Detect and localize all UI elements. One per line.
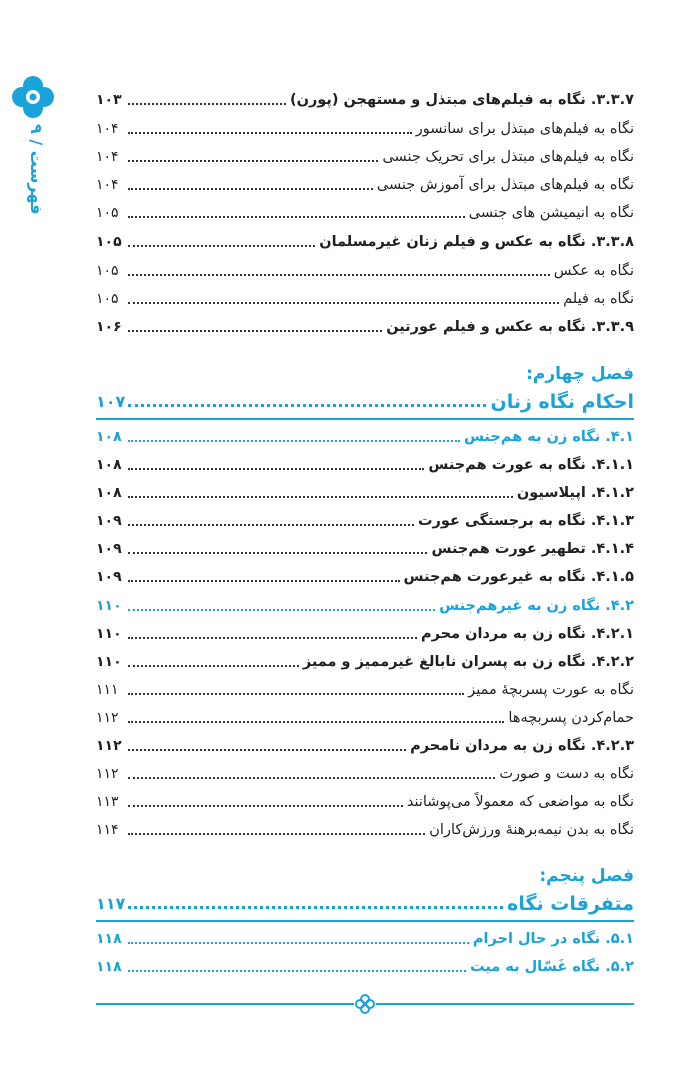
- dot-leader: [128, 832, 425, 835]
- toc-title: ۴.۱.۲. اپیلاسیون: [516, 485, 634, 501]
- toc-entry[interactable]: [96, 563, 634, 587]
- toc-page-number: ۱۱۸: [96, 931, 122, 947]
- toc-title: نگاه به فیلم‌های مبتذل برای آموزش جنسی: [376, 177, 634, 193]
- toc-entry[interactable]: [96, 732, 634, 756]
- toc-entry[interactable]: [96, 676, 634, 700]
- dot-leader: [128, 467, 424, 470]
- toc-title: ۴.۲.۳. نگاه زن به مردان نامحرم: [410, 738, 634, 754]
- dot-leader: [128, 636, 417, 639]
- toc-entry[interactable]: [96, 890, 634, 914]
- dot-leader: [128, 273, 550, 276]
- toc-title: ۴.۱.۴. تطهیر عورت هم‌جنس: [431, 541, 634, 557]
- toc-title: نگاه به فیلم‌های مبتذل برای سانسور: [415, 121, 634, 137]
- dot-leader: [128, 131, 412, 134]
- toc-entry[interactable]: [96, 285, 634, 309]
- dot-leader: [128, 804, 403, 807]
- dot-leader: [128, 523, 414, 526]
- dot-leader: [128, 403, 486, 407]
- toc-title: متفرقات نگاه: [507, 893, 634, 915]
- toc-entry[interactable]: [96, 816, 634, 840]
- toc-entry[interactable]: [96, 788, 634, 812]
- toc-page-number: ۱۰۵: [96, 234, 122, 250]
- toc-page-number: ۱۱۲: [96, 738, 122, 754]
- dot-leader: [128, 748, 406, 751]
- chapter-heading: فصل پنجم:: [539, 866, 634, 886]
- toc-page-number: ۱۰۴: [96, 177, 119, 193]
- toc-title: ۳.۳.۷. نگاه به فیلم‌های مبتذل و مستهجن (پورن): [289, 92, 634, 108]
- toc-page-number: ۱۰۸: [96, 429, 122, 445]
- toc-title: ۵.۲. نگاه غَسّال به میت: [470, 959, 634, 975]
- chapter-heading: فصل چهارم:: [526, 364, 634, 384]
- toc-page-number: ۱۰۴: [96, 121, 119, 137]
- toc-entry[interactable]: [96, 535, 634, 559]
- toc-entry[interactable]: [96, 620, 634, 644]
- toc-page-number: ۱۱۱: [96, 682, 119, 698]
- toc-title: نگاه به فیلم: [563, 291, 634, 307]
- toc-title: ۳.۳.۹. نگاه به عکس و فیلم عورتین: [386, 319, 634, 335]
- toc-entry[interactable]: [96, 257, 634, 281]
- toc-entry[interactable]: [96, 228, 634, 252]
- dot-leader: [128, 244, 315, 247]
- toc-title: نگاه به فیلم‌های مبتذل برای تحریک جنسی: [382, 149, 634, 165]
- toc-page-number: ۱۱۰: [96, 626, 122, 642]
- toc-title: ۴.۱. نگاه زن به هم‌جنس: [463, 429, 634, 445]
- toc-entry[interactable]: [96, 199, 634, 223]
- dot-leader: [128, 579, 400, 582]
- toc-title: ۴.۱.۱. نگاه به عورت هم‌جنس: [428, 457, 634, 473]
- section-divider: [96, 418, 634, 420]
- toc-page-number: ۱۰۹: [96, 541, 122, 557]
- toc-page-number: ۱۱۳: [96, 794, 119, 810]
- toc-title: ۵.۱. نگاه در حال احرام: [472, 931, 634, 947]
- dot-leader: [128, 969, 466, 972]
- toc-title: ۴.۲. نگاه زن به غیرهم‌جنس: [439, 598, 634, 614]
- dot-leader: [128, 664, 299, 667]
- toc-entry[interactable]: [96, 648, 634, 672]
- toc-entry[interactable]: [96, 592, 634, 616]
- toc-entry[interactable]: [96, 925, 634, 949]
- toc-entry[interactable]: [96, 115, 634, 139]
- toc-page-number: ۱۰۵: [96, 263, 119, 279]
- dot-leader: [128, 776, 495, 779]
- toc-entry[interactable]: [96, 704, 634, 728]
- toc-entry[interactable]: [96, 143, 634, 167]
- toc-title: نگاه به دست و صورت: [499, 766, 634, 782]
- toc-title: ۴.۲.۱. نگاه زن به مردان محرم: [420, 626, 634, 642]
- toc-title: نگاه به عورت پسربچهٔ ممیز: [468, 682, 634, 698]
- dot-leader: [128, 941, 469, 944]
- dot-leader: [128, 187, 373, 190]
- toc-entry[interactable]: [96, 313, 634, 337]
- toc-title: ۴.۲.۲. نگاه زن به پسران نابالغ غیرممیز و ممیز: [302, 654, 634, 670]
- dot-leader: [128, 608, 435, 611]
- toc-page-number: ۱۰۷: [96, 392, 126, 411]
- toc-title: نگاه به مواضعی که معمولاً می‌پوشانند: [406, 794, 634, 810]
- dot-leader: [128, 215, 465, 218]
- toc-title: ۴.۱.۵. نگاه به غیرعورت هم‌جنس: [403, 569, 634, 585]
- dot-leader: [128, 102, 286, 105]
- flower-emblem-icon: [10, 74, 56, 120]
- dot-leader: [128, 720, 504, 723]
- dot-leader: [128, 692, 464, 695]
- toc-entry[interactable]: [96, 953, 634, 977]
- toc-entry[interactable]: [96, 423, 634, 447]
- footer-ornament-icon: [354, 993, 376, 1015]
- toc-page-number: ۱۰۴: [96, 149, 119, 165]
- dot-leader: [128, 495, 513, 498]
- toc-page-number: ۱۱۰: [96, 598, 122, 614]
- dot-leader: [128, 905, 503, 909]
- toc-page-number: ۱۰۵: [96, 291, 119, 307]
- toc-page-number: ۱۱۲: [96, 766, 119, 782]
- toc-title: نگاه به عکس: [553, 263, 634, 279]
- section-divider: [96, 920, 634, 922]
- toc-title: حمام‌کردن پسربچه‌ها: [508, 710, 634, 726]
- toc-title: احکام نگاه زنان: [490, 391, 634, 413]
- toc-page-number: ۱۱۰: [96, 654, 122, 670]
- toc-entry[interactable]: [96, 760, 634, 784]
- toc-page-number: ۱۰۶: [96, 319, 122, 335]
- toc-entry[interactable]: [96, 388, 634, 412]
- dot-leader: [128, 301, 559, 304]
- running-title: فهرست / ۹: [27, 123, 46, 214]
- dot-leader: [128, 439, 460, 442]
- dot-leader: [128, 329, 382, 332]
- toc-title: ۳.۳.۸. نگاه به عکس و فیلم زنان غیرمسلمان: [319, 234, 634, 250]
- toc-page-number: ۱۱۲: [96, 710, 119, 726]
- toc-entry[interactable]: [96, 171, 634, 195]
- toc-page-number: ۱۰۹: [96, 513, 122, 529]
- toc-page-number: ۱۱۸: [96, 959, 122, 975]
- toc-page-number: ۱۰۵: [96, 205, 119, 221]
- toc-page-number: ۱۰۳: [96, 92, 122, 108]
- toc-entry[interactable]: [96, 451, 634, 475]
- toc-title: نگاه به بدن نیمه‌برهنهٔ ورزش‌کاران: [429, 822, 634, 838]
- toc-entry[interactable]: [96, 507, 634, 531]
- toc-title: ۴.۱.۳. نگاه به برجستگی عورت: [417, 513, 634, 529]
- dot-leader: [128, 551, 427, 554]
- dot-leader: [128, 159, 378, 162]
- toc-page-number: ۱۱۴: [96, 822, 119, 838]
- toc-page-number: ۱۱۷: [96, 894, 126, 913]
- toc-page-number: ۱۰۹: [96, 569, 122, 585]
- toc-entry[interactable]: [96, 86, 634, 110]
- toc-title: نگاه به انیمیشن های جنسی: [468, 205, 634, 221]
- toc-page-number: ۱۰۸: [96, 457, 122, 473]
- toc-page-number: ۱۰۸: [96, 485, 122, 501]
- toc-entry[interactable]: [96, 479, 634, 503]
